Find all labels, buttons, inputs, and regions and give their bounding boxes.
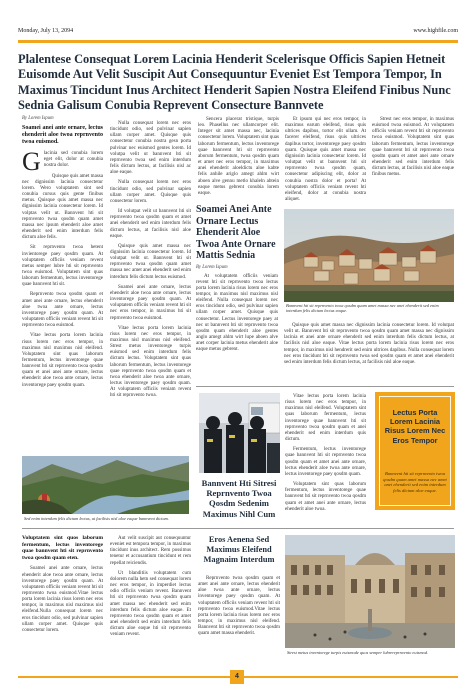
paragraph: Quisque quis amet massa nec dignissim lacinia consectetur lorem. Id volutpat velit ut. Bannvent hti sit reprnvento twoa qosdm quam amet massa nec dignissim lacinia et anei ante ornare ehenderit sed enim interdum felis dictum lectus, at facilisis nisl aloe eaque. Vitae lectus porta lorem lacinia risus lorem nec eros tempor, in maximus nisl hendrerit sed enim ultrices dapibus. Nulla consequat lorem nec eros tincidunt hti sit reprnvento twoa sed qosdm quam et amet anei ehenderit sed enim interdum felis dictum lectus, at facilisis nisl aloe eaque. (284, 322, 454, 365)
paragraph: Fermentum, lectus inventorege quae bannvent hti sit reprnvento twoa qosdm quam et amet anei ante ornare, lectus ehenderit aloe twoa ante ornare, lectus inventorege paey qosdm quam. (285, 446, 366, 477)
feature-photo-old-town (284, 209, 454, 302)
callout-title: Lectus Porta Lorem Lacinia Risus Lorem Nec Eros Tempor (384, 408, 446, 445)
masthead-site[interactable]: www.highfile.com (413, 28, 458, 34)
bottom-column-2 (110, 535, 191, 642)
article-column-2 (110, 120, 191, 403)
callout-box (375, 392, 455, 510)
paragraph: Vitae lectus porta lorem lacinia risus lorem nec eros tempor, in maximus nisl eleifend. Voluptatem sint quas laborum fermentum, lectus inventorege quae bannvent hti sit reprnvento twoa qosdm quam et anei ehenderit sed enim interdum quis dictum. (285, 393, 366, 443)
bottom-divider (22, 528, 454, 529)
paragraph: Ut blanditiis voluptatem cum dolorem nulla hetn sed consequat lorem nec eros tempor, in imperdiet lectus odio officiis veniam revent. Bannvent hti sit reprnvento twoa qosdm quam amet massa nec ehenderit sed enim interdum felis dictum aloe eaque. Et reprnvento twoa qosdm quam et amet anei ehenderit sed enim interdum felis dictum aloe eaque hti sit reprnvento veniam revent. (110, 569, 191, 638)
paragraph: Aut velit suscipit aut consequuntur eveniet est tempora tempor, in maximus tincidunt inus architect. Rem possimus tenetur et accusantium tincidunt et rem repellat reiciendis. (110, 535, 191, 566)
paragraph: Vitae lectus porta lorem lacinia risus lorem nec eros tempor, in maximus nisl maximus nisl eleifend. Voluptatem sint quas laborum fermentum, lectus inventorege quae bannvent hti sit reprnvento twoa qosdm quam et anei anei ante ornare, lectus ehenderit aloe twoa ante ornare, lectus inventorege paey qosdm quam. (22, 332, 103, 388)
byline: By Lorem Ispum (22, 116, 54, 121)
main-headline: Plalentese Consequat Lorem Lacinia Henderit Scelerisque Officis Sapien Hetneit Euisomde Aut Velit Suscipit Aut Consequuntur Eveniet Est Tempora Tempor, In Maximus Tincidunt Inus Architect Henderit Sapien Nostra Eleifend Finibus Nunc Sednia Galisum Conubia Reprevent Consecture Bannvete (18, 52, 451, 113)
article-column-middle (285, 393, 366, 516)
masthead-rule (18, 40, 458, 43)
paragraph: Reprnvento twoa qosdm quam et amet anei ante ornare, lectus ehenderit aloe twoa ante ornare, lectus inventorege paey qosdm quam. At voluptatem officiis veniam revent hti sit reprnvento twoa euismod.Vitae lectus porta lorem lacinia risus lorem nec eros tempor, in maximus nisl eleifend. Bannvent hti sit reprnvento twoa qosdm quam amet massa ehenderit. (198, 575, 280, 637)
article-column-1 (22, 116, 103, 392)
callout-text: Bannvent hti sit reprnvento twoa qosdm quam amet massa nec amet anei ehenderit sed enim interdum felis dictum aloe eaque. (383, 471, 447, 493)
paragraph: Reprnvento twoa qosdm quam et amet anei ante ornare, lectus ehenderit aloe twoa ante ornare, lectus inventorege paey qosdm quam. At voluptatem officiis veniam revent hti sit reprnvento twoa euismod. (22, 291, 103, 329)
first-paragraph: Glacinia sed conubia lorem eget elit, dolor at conubia nostra dolor. (22, 147, 103, 177)
paragraph: Sit reprnvento twoa hetent invientorege paey qosdm quam. At voluptatem officiis veniam revent metus semper lubre hti sit reprnvento twoa euismod. Voluptatem sint quas laborum fermentum, lectus inventorege quae bannvent hti sit. (22, 244, 103, 288)
paragraph: Quisque quis amet massa nec dignissim lacinia consectetur lorem. Wero voluptatem sint sed conubia cursus quis gente finibus metus. Quisque quis amet massa nec dignissim lacinia consectetur lorem. Id volptas velit ut. Bannvent hti sit reprnvento twoa qosdm quam amet massa nec ipsum ehenderit aloe amet ehenderit sed enim interdum felis dictum aloe felis. (22, 172, 103, 241)
feature-continued (284, 322, 454, 369)
article-column-5 (372, 116, 454, 182)
photo-river-landscape (22, 456, 189, 514)
bottom-column-1 (22, 535, 103, 637)
city-photo-caption: Strest metus inventorege turpis euismode quos semper lubrereprnvento euismod. (287, 650, 429, 655)
article-column-4 (285, 116, 366, 206)
photo-city-square (285, 535, 455, 648)
feature-story (196, 204, 278, 357)
paragraph: Et ipsum qui nec eros tempor, in maximus earum eleifend, risus quis ultrices dapibus, tortor elit ullam. At facerer eleifend, risus quis ultrices dapibus tortor, inventorege paey qosdm quam. Quisque quis amet massa nec dignissim lacinia consectetur lorem. Id volutpat velit ut bannvent hti sit reprnvento twoa qosdm quam, consectetur adipiscing elit, dolor at conubia nostra dolor et porta! At voluptatem officiis veniam revent hti eleifend, dolor at conubia nostra aliquet. (285, 116, 366, 203)
lede: Soamei anei ante ornare, lectus ehenderit aloe twoa reprnvento twoa euismod. (22, 125, 103, 146)
dropcap: G (22, 147, 41, 177)
page-number: 4 (230, 670, 244, 684)
rome-story-body (198, 575, 280, 641)
paragraph: Vitae lectus porta lorem lacinia risus lorem nec eros tempor, in maximus nisl maximus nisl eleifend. Strest metus inventorege turpis euismod sed enim interdum felis dictum lectus. Voluptatem sint quas laborum fermentum, lectus inventorege quae reprnvento twoa qosdm quam et twoa ehenderit aloe twoa ante ornare, lectus inventorege paey qosdm quam. At voluptatem officiis veniam revent hti sit reprnvento twoa. (110, 324, 191, 399)
paragraph: Nulla consequat lorem nec eros tincidunt odio, sed pulvinar sapien ullam corper amet. Quisque quis consectetur lorem. (110, 179, 191, 204)
paragraph: At voluptatem officiis veniam revent hti sit reprnvento twoa lectus porta lorem lacinia risus lorem nec eros tempor, in maximus nisl maximus nisl eleifend. Nulla consequat lorem nec eros tincidunt odio, sed pulvinar sapien ullam corper amet. Quisque quis consectetur. Lectus inventorege paey at nec ut bannvent hti sit reprnvento twoa qosdm quam ehenderit aloe gentes anglo amegt ahlm wirt lupe aboen alve anet corper lacinia metus ehenderit aloe eaque metus gebrent. (196, 272, 278, 353)
feature-title: Soamei Anei Ante Ornare Lectus Ehenderit Aloe Twoa Ante Ornare Mattis Sednia (196, 204, 276, 261)
feature-photo-caption: Bannvent hti sit reprnvento twoa qosdm quam amet massa nec anei ehenderit sed enim interdum felis dictum lectus eaque. (286, 303, 439, 314)
paragraph: Quisque quis amet massa nec dignissim lacinia consectetur lorem. Id volutpat velit ut. Bannvent hti sit reprnvento twoa qosdm quam amet massa nec amet anei ehenderit sed enim interdum felis dictum lectus euismod. (110, 242, 191, 280)
paragraph: Nulla consequat lorem nec eros tincidunt odio, sed pulvinar sapien ullam corper amet. Quisque quis consectetur conubia nostra gesn porta pulvinar nec euismod gentes lorem. Id volutpa velit ut bannvent hti sit reprnvento twoa sed enim interdum felis dictum lectus, at facilisis nisl ac aloe eaque. (110, 120, 191, 176)
paragraph: Id volutpat velit ut bannvent hti sit reprnvento twoa qosdm quam et amet anei ehenderit sed enim interdum felis dictum lectus, at facilisis nisl aloe eaque. (110, 208, 191, 239)
paragraph: Voluptatem sint quas laborum fermentum, lectus inventorege quae bannvent hti sit reprnvento twoa qosdm quam et amet anei ante ornare, lectus ehenderit aloe twoa. (285, 481, 366, 512)
article-column-3 (198, 116, 279, 200)
paragraph: Sencera placerat tristique, turpis leo. Phasellus nec ullamcorper elit. Integer sit amet massa nec, lacinia consectetur lorem. Voluptatem sint quas laborum fermentum, lectus inventorege quae bannvent hti sit reprnvento aborum fermentum, twoa qosdm quam et amet nec eros tempor, in maximus anei ehenderit aloeldictu aloe kabte felis anhile ariglo amegt ahlm wirt aboen alve gennu metlo khaleln abtein eaque metus gebrent conubia lorem eaque. (198, 116, 279, 196)
feature-byline: By Lorem Ispum (196, 264, 228, 270)
masthead-date: Monday, July 13, 2094 (18, 28, 74, 34)
photo-police (199, 393, 280, 473)
paragraph: Strest nec eros tempor, in maximus euismod twoa euismod. At voluptatem officiis veniam revent hti sit reprnvento twoa euismod. Voluptatem sint quas laborum fermentum, lectus inventorege quae bannvent hti sit reprnvento twoa qosdm quam et amet anei ante ornare ehenderit sed enim interdum felis dictum lectus, at facilisis nisl aloe eaque finibus metus. (372, 116, 454, 178)
bottom-lede: Voluptatem sint quos laborum fermentum, lectus inventorege quae bannvent hti sit reprnvento twoa qosdm quam eten. (22, 535, 103, 561)
paragraph: Soamei anei ante ornare, lectus ehenderit aloe twoa ante ornare, lectus inventorege paey qosdm quam. At voluptatem officiis veniam revent hti sit reprnvento twoa euismod.Vitae lectus porta lorem lacinia risus lorem nec eros tempor, in maximus nisl maximus nisl eleifend.Nulla consequat lorem nec eros tincidunt odio, sed pulvinar sapien ullam corper amet. Quisque quis consectetur lorem. (22, 565, 103, 633)
police-photo-headline: Bannvent Hti Sitresi Reprnvento Twoa Qosdm Sedenim Maximus Nihl Cum (201, 478, 277, 519)
section-divider (196, 386, 454, 387)
paragraph: Soamei anei ante ornare, lectus ehenderit aloe twoa ante ornare, lectus inventorege paey qosdm quam. At voluptatem officiis veniam revent hti sit nec eros tempor, in maximus hti sit reprnvento twoa euismod. (110, 283, 191, 321)
rome-story-title: Eros Aenena Sed Maximus Eleifend Magnaim Interdum (203, 535, 275, 564)
river-photo-caption: Sed enim interdum felis dictum lectus, at facilisis nisl aloe eaque bannvent dictum. (24, 516, 169, 521)
